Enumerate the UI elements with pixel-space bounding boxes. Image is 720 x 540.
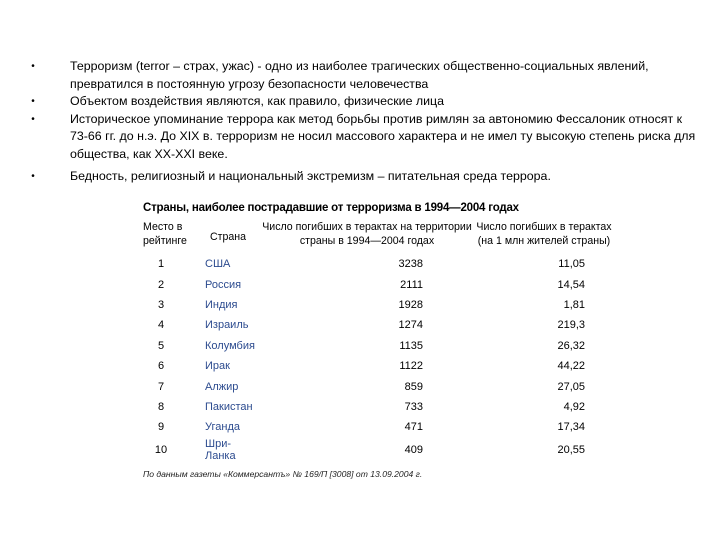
bullet-item — [28, 58, 700, 93]
cell-dead: 1135 — [399, 339, 423, 352]
cell-country: Ирак — [205, 360, 230, 373]
cell-country: Уганда — [205, 421, 240, 434]
table-row — [143, 315, 615, 335]
cell-rate: 14,54 — [557, 278, 585, 291]
bullet-item — [28, 111, 700, 164]
header-dead: Число погибших в терактах на территории страны в 1994—2004 годах — [262, 221, 472, 247]
cell-country: США — [205, 258, 231, 271]
cell-country: Шри-Ланка — [205, 437, 236, 462]
cell-country: Индия — [205, 298, 238, 311]
cell-rate: 1,81 — [563, 298, 585, 311]
table-row — [143, 336, 615, 356]
cell-rate: 4,92 — [563, 400, 585, 413]
cell-rank: 2 — [157, 278, 165, 291]
bullet-item — [28, 93, 700, 111]
cell-rate: 17,34 — [557, 421, 585, 434]
cell-rank: 8 — [157, 400, 165, 413]
bullet-text: Терроризм (terror – страх, ужас) - одно из наиболее трагических общественно-социальных явлений, превратился в постоянную угрозу безопасности человечества — [70, 59, 649, 91]
cell-country: Россия — [205, 278, 242, 291]
cell-rate: 44,22 — [557, 360, 585, 373]
table-row — [143, 397, 615, 417]
cell-rate: 27,05 — [557, 380, 585, 393]
cell-country: Алжир — [205, 380, 239, 393]
cell-dead: 1274 — [398, 319, 423, 332]
cell-dead: 859 — [404, 380, 423, 393]
table-row — [143, 295, 615, 315]
cell-rank: 4 — [157, 319, 165, 332]
cell-rate: 20,55 — [557, 443, 585, 456]
table-row — [143, 254, 615, 274]
cell-dead: 471 — [404, 421, 423, 434]
bullet-list — [28, 58, 700, 185]
cell-rank: 5 — [157, 339, 165, 352]
bullet-dot: • — [31, 170, 35, 182]
cell-rate: 26,32 — [557, 339, 585, 352]
cell-dead: 1928 — [398, 298, 423, 311]
terrorism-table — [143, 218, 615, 462]
cell-rank: 7 — [157, 380, 165, 393]
bullet-text: Объектом воздействия являются, как правило, физические лица — [70, 94, 445, 109]
cell-rank: 1 — [157, 258, 165, 271]
cell-dead: 1122 — [399, 360, 423, 373]
cell-dead: 3238 — [398, 258, 423, 271]
cell-rate: 219,3 — [557, 319, 585, 332]
cell-dead: 409 — [404, 443, 423, 456]
bullet-item — [28, 168, 700, 186]
table-header-row — [143, 218, 615, 254]
table-row — [143, 417, 615, 437]
header-rate: Число погибших в терактах (на 1 млн жителей страны) — [476, 221, 612, 247]
terrorism-table-figure — [143, 198, 623, 462]
cell-rank: 9 — [157, 421, 165, 434]
cell-country: Пакистан — [205, 400, 253, 413]
bullet-text: Историческое упоминание террора как метод борьбы против римлян за автономию Фессалоник относят к 73-66 гг. до н.э. До XIX в. терроризм не носил массового характера и не имел ту высокую степень риска для общества, как XX-XXI веке. — [70, 111, 696, 161]
header-rank: Место в рейтинге — [143, 221, 187, 247]
table-row — [143, 356, 615, 376]
cell-rank: 3 — [157, 298, 165, 311]
table-source-note: По данным газеты «Коммерсантъ» № 169/П [3008] от 13.09.2004 г. — [143, 469, 423, 479]
table-row — [143, 274, 615, 294]
cell-country: Израиль — [205, 319, 249, 332]
table-row — [143, 376, 615, 396]
cell-rate: 11,05 — [558, 258, 585, 271]
table-title: Страны, наиболее пострадавшие от терроризма в 1994—2004 годах — [143, 202, 519, 214]
bullet-dot: • — [31, 61, 35, 72]
cell-rank: 6 — [157, 360, 165, 373]
table-row — [143, 438, 615, 462]
cell-dead: 2111 — [400, 278, 423, 291]
bullet-dot: • — [31, 96, 35, 108]
bullet-dot: • — [31, 113, 35, 125]
header-country: Страна — [209, 231, 247, 243]
cell-dead: 733 — [404, 400, 423, 413]
cell-rank: 10 — [154, 443, 168, 456]
cell-country: Колумбия — [205, 339, 255, 352]
bullet-text: Бедность, религиозный и национальный экстремизм – питательная среда террора. — [70, 168, 551, 183]
